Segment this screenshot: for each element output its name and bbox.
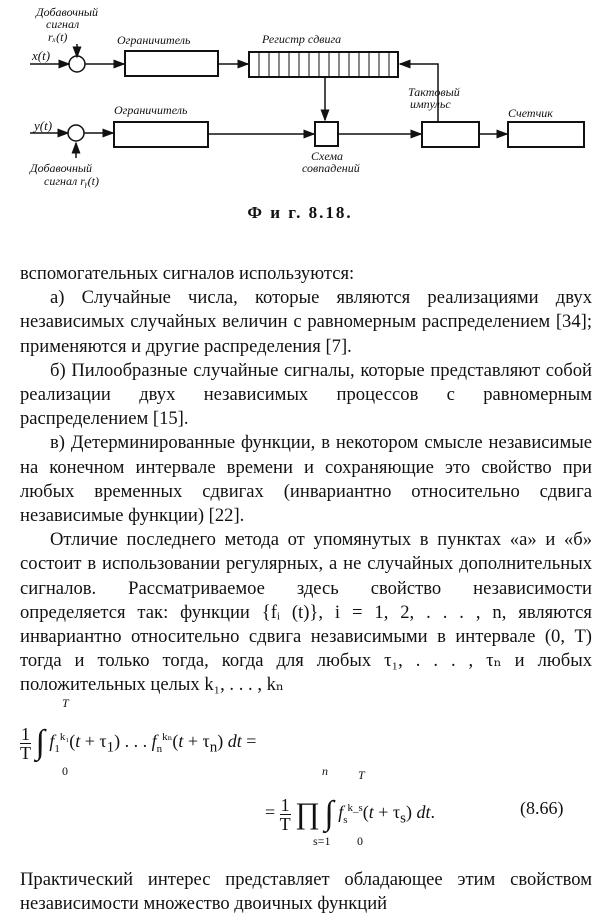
- coincidence-label-1: Схема: [311, 149, 344, 163]
- equation-number: (8.66): [520, 798, 564, 818]
- figure-caption: Ф и г. 8.18.: [247, 203, 353, 222]
- limiter-top-box: [125, 51, 218, 76]
- bottom-paragraph: Практический интерес представляет обладающее этим свойством независимости множество двоичных функций: [20, 869, 592, 914]
- integral-lower-limit: 0: [62, 764, 68, 778]
- equation-rhs: = 1 T ∏ ∫ $f_s^{k\_s}(t + \tau_s)$ dt.: [265, 794, 436, 834]
- adder-y: [68, 125, 84, 141]
- shift-register-box: [249, 52, 398, 77]
- clock-pulse-label-1: Тактовый: [408, 85, 460, 99]
- integral-upper-limit: T: [62, 696, 69, 710]
- aux-signal-y-label-1: Добавочный: [30, 161, 93, 175]
- integral2-lower-limit: 0: [357, 834, 363, 848]
- clock-pulse-box: [422, 122, 479, 147]
- counter-box: [508, 122, 584, 147]
- body-text: [20, 262, 592, 698]
- counter-label: Счетчик: [508, 106, 553, 120]
- integral2-upper-limit: T: [358, 768, 365, 782]
- product-upper-limit: n: [322, 764, 328, 778]
- paragraph-a: а) Случайные числа, которые являются реализациями двух независимых случайных величин с равномерным распределением [34]; применяются и другие распределения [7].: [20, 287, 592, 357]
- clock-pulse-label-2: импульс: [410, 97, 451, 111]
- paragraph-b: б) Пилообразные случайные сигналы, которые представляют собой реализации двух независимых процессов с равномерным распределением [15].: [20, 359, 592, 430]
- product-lower-limit: s=1: [313, 834, 331, 848]
- limiter-top-label: Ограничитель: [117, 33, 191, 47]
- shift-register-label: Регистр сдвига: [262, 32, 342, 46]
- input-x-label: x(t): [32, 48, 51, 63]
- limiter-bottom-label: Ограничитель: [114, 103, 188, 117]
- coincidence-label-2: совпадений: [302, 161, 360, 175]
- coincidence-box: [315, 122, 338, 146]
- aux-signal-y-label-2: сигнал rᵧ(t): [44, 174, 99, 188]
- limiter-bottom-box: [114, 122, 208, 147]
- aux-signal-x-label-2: сигнал: [46, 17, 80, 31]
- equation-lhs: 1 T ∫ $f_1^{k_1}(t + \tau_1)$ . . . $f_n^{k_n}(t + \tau_n)$ dt =: [20, 723, 257, 763]
- input-y-label: y(t): [34, 118, 53, 133]
- paragraph-c: в) Детерминированные функции, в некотором смысле независимые на конечном интервале времени и сохраняющие это свойство при любых временных сдвигах (инвариантно относительно сдвига независимые функции) [22].: [20, 432, 592, 527]
- paragraph-definition: Отличие последнего метода от упомянутых в пунктах «а» и «б» состоит в использовании регулярных, а не случайных дополнительных сигналов. Рассматриваемое здесь свойство независимости определяется так: функции {fᵢ (t)}, i = 1, 2, . . . , n, являются инвариантно относительно сдвига независимыми в интервале (0, T) тогда и только тогда, когда для любых τ₁, . . . , τₙ и любых положительных целых k₁, . . . , kₙ: [20, 529, 592, 696]
- block-diagram: [0, 0, 600, 200]
- aux-signal-x-label-1: Добавочный: [36, 5, 99, 19]
- aux-signal-x-symbol: rₓ(t): [48, 30, 68, 44]
- adder-x: [69, 56, 85, 72]
- paragraph-intro: вспомогательных сигналов используются:: [20, 263, 355, 284]
